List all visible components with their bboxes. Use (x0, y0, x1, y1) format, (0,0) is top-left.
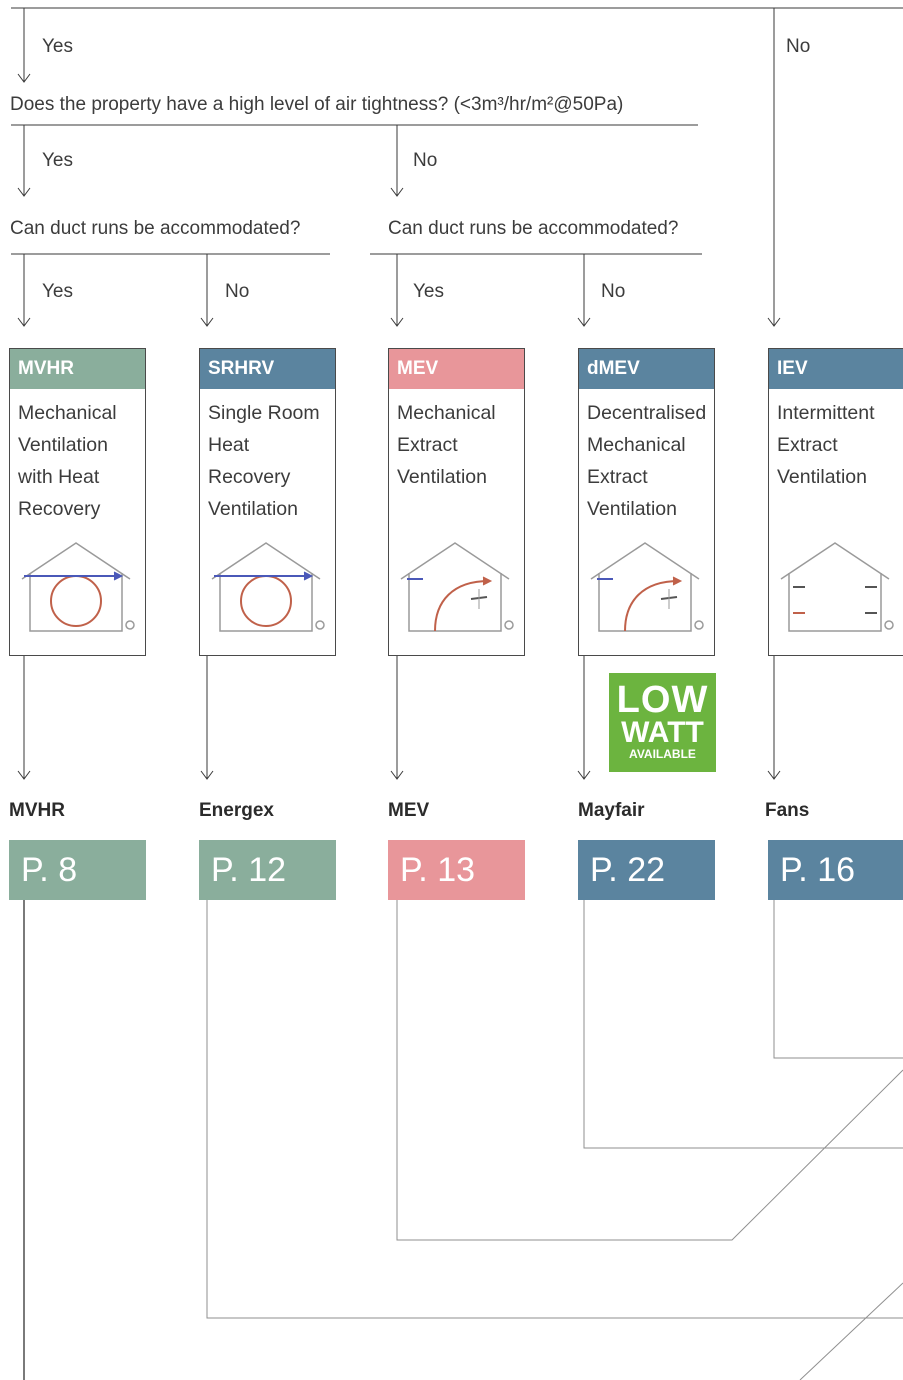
system-description: Single Room Heat Recovery Ventilation (208, 402, 320, 520)
system-code: MEV (389, 349, 524, 389)
system-description: Decentralised Mechanical Extract Ventilation (587, 402, 707, 520)
branch-no-top: No (786, 36, 811, 57)
system-card-iev (768, 348, 903, 656)
branch-no-1: No (225, 281, 250, 302)
duct-question-left: Can duct runs be accommodated? (10, 218, 301, 239)
system-code: SRHRV (200, 349, 335, 389)
branch-no-2: No (601, 281, 626, 302)
product-name-mvhr: MVHR (9, 800, 65, 821)
house-extract-icon (585, 539, 705, 635)
system-description: Mechanical Extract Ventilation (397, 402, 496, 488)
branch-no-air: No (413, 150, 438, 171)
air-tightness-question: Does the property have a high level of air tightness? (<3m³/hr/m²@50Pa) (10, 94, 624, 115)
page-ref-energex[interactable]: P. 12 (199, 840, 336, 900)
product-name-mayfair: Mayfair (578, 800, 645, 821)
house-intermittent-icon (775, 539, 895, 635)
system-card-mev (388, 348, 525, 656)
duct-question-right: Can duct runs be accommodated? (388, 218, 679, 239)
system-card-mvhr (9, 348, 146, 656)
system-description: Mechanical Ventilation with Heat Recovery (18, 402, 117, 520)
product-name-mev: MEV (388, 800, 430, 821)
branch-yes-top: Yes (42, 36, 73, 57)
branch-yes-2: Yes (413, 281, 444, 302)
system-code: IEV (769, 349, 903, 389)
house-heat-recovery-icon (206, 539, 326, 635)
page-ref-mayfair[interactable]: P. 22 (578, 840, 715, 900)
house-heat-recovery-icon (16, 539, 136, 635)
page-ref-mev[interactable]: P. 13 (388, 840, 525, 900)
system-card-srhrv (199, 348, 336, 656)
badge-line-2: WATT (621, 716, 704, 749)
system-card-dmev (578, 348, 715, 656)
badge-line-3: AVAILABLE (629, 747, 696, 761)
house-extract-icon (395, 539, 515, 635)
page-ref-fans[interactable]: P. 16 (768, 840, 903, 900)
product-name-energex: Energex (199, 800, 274, 821)
low-watt-badge (609, 673, 716, 772)
page-ref-mvhr[interactable]: P. 8 (9, 840, 146, 900)
system-description: Intermittent Extract Ventilation (777, 402, 875, 488)
branch-yes-air: Yes (42, 150, 73, 171)
system-code: dMEV (579, 349, 714, 389)
branch-yes-1: Yes (42, 281, 73, 302)
product-name-fans: Fans (765, 800, 810, 821)
badge-line-1: LOW (616, 679, 709, 721)
system-code: MVHR (10, 349, 145, 389)
